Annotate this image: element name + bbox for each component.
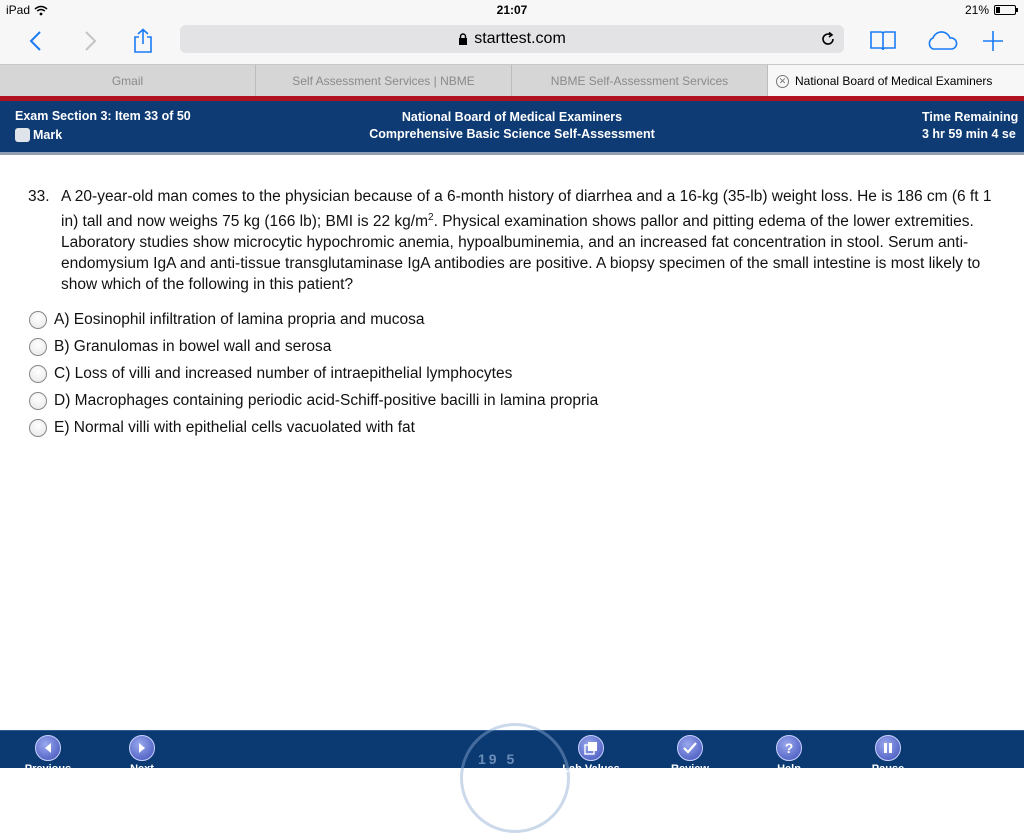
- question-stem: [28, 186, 998, 295]
- test-name: Comprehensive Basic Science Self-Assessment: [369, 127, 655, 141]
- new-tab-icon[interactable]: [978, 26, 1008, 56]
- answer-option-e[interactable]: [29, 414, 929, 441]
- option-label: E) Normal villi with epithelial cells vacuolated with fat: [54, 418, 415, 436]
- tab-gmail[interactable]: Gmail: [0, 65, 256, 97]
- help-label: Help: [777, 763, 801, 775]
- option-label: C) Loss of villi and increased number of intraepithelial lymphocytes: [54, 364, 513, 382]
- next-icon[interactable]: [129, 735, 155, 761]
- address-bar[interactable]: [180, 25, 844, 53]
- icloud-tabs-icon[interactable]: [922, 26, 962, 56]
- active-tab-label: National Board of Medical Examiners: [795, 74, 993, 88]
- radio-button[interactable]: [29, 392, 47, 410]
- forward-icon[interactable]: [76, 26, 106, 56]
- tab-nbme-self-assessment[interactable]: NBME Self-Assessment Services: [512, 65, 768, 97]
- help-icon[interactable]: ?: [776, 735, 802, 761]
- time-remaining: [922, 109, 1018, 143]
- next-button[interactable]: [97, 735, 187, 775]
- time-label: Time Remaining: [922, 110, 1019, 124]
- lock-icon: [458, 33, 468, 45]
- tab-close-icon[interactable]: ✕: [776, 75, 789, 88]
- url-text: starttest.com: [474, 30, 566, 47]
- answer-option-c[interactable]: [29, 360, 929, 387]
- previous-icon[interactable]: [35, 735, 61, 761]
- option-label: A) Eosinophil infiltration of lamina propria and mucosa: [54, 310, 425, 328]
- exam-header: [0, 101, 1024, 152]
- battery-icon: [994, 5, 1016, 15]
- answer-option-d[interactable]: [29, 387, 929, 414]
- exam-header-center: [0, 109, 1024, 143]
- header-divider: [0, 152, 1024, 155]
- exam-section-label: Exam Section 3: Item 33 of 50: [15, 109, 191, 123]
- option-label: B) Granulomas in bowel wall and serosa: [54, 337, 332, 355]
- review-check-icon[interactable]: [677, 735, 703, 761]
- pause-button[interactable]: [843, 735, 933, 775]
- radio-button[interactable]: [29, 365, 47, 383]
- stem-part-2: . Physical examination shows pallor and pitting edema of the lower extremities. Laboratory studies show microcytic hypochromic anemia, hypoalbuminemia, and an increased fat concentration in stool. Serum anti-endomysium IgA and anti-tissue transglutaminase IgA antibodies are positive. A biopsy specimen of the small intestine is most likely to show which of the following in this patient?: [61, 213, 981, 294]
- tab-self-assessment-services[interactable]: Self Assessment Services | NBME: [256, 65, 512, 97]
- lab-values-icon[interactable]: [578, 735, 604, 761]
- stem-part-1: A 20-year-old man comes to the physician because of a 6-month history of diarrhea and a 16-kg (35-lb) weight loss. He is 186 cm (6 ft 1 in) tall and now weighs 75 kg (166 lb); BMI is 22 kg/m: [61, 188, 992, 231]
- help-button[interactable]: [744, 735, 834, 775]
- battery-fill: [996, 7, 1000, 13]
- pause-label: Pause: [871, 763, 905, 775]
- previous-label: Previous: [24, 763, 72, 775]
- pause-icon[interactable]: [875, 735, 901, 761]
- lab-values-label: Lab Values: [562, 763, 620, 775]
- tab-bar: [0, 64, 1024, 96]
- browser-toolbar: [0, 22, 1024, 64]
- status-right: [965, 3, 1016, 17]
- answer-option-a[interactable]: [29, 306, 929, 333]
- radio-button[interactable]: [29, 311, 47, 329]
- reload-icon[interactable]: [818, 29, 838, 49]
- question-text: [61, 186, 998, 295]
- previous-button[interactable]: [3, 735, 93, 775]
- bookmarks-icon[interactable]: [868, 26, 898, 56]
- seal-text: 19 5: [478, 751, 518, 767]
- review-label: Review: [671, 763, 709, 775]
- back-icon[interactable]: [20, 26, 50, 56]
- next-label: Next: [130, 763, 154, 775]
- exam-footer: [0, 730, 1024, 775]
- stem-superscript: 2: [428, 212, 434, 223]
- status-bar: [0, 0, 1024, 22]
- answer-options: [29, 306, 929, 441]
- time-value: 3 hr 59 min 4 se: [922, 127, 1016, 141]
- option-label: D) Macrophages containing periodic acid-Schiff-positive bacilli in lamina propria: [54, 391, 599, 409]
- mark-label: Mark: [33, 128, 63, 142]
- radio-button[interactable]: [29, 338, 47, 356]
- question-number: 33.: [28, 188, 50, 205]
- clock: 21:07: [496, 3, 528, 17]
- radio-button[interactable]: [29, 419, 47, 437]
- share-icon[interactable]: [128, 26, 158, 56]
- device-name: iPad: [6, 3, 31, 17]
- lab-values-button[interactable]: [546, 735, 636, 775]
- org-name: National Board of Medical Examiners: [401, 110, 623, 124]
- answer-option-b[interactable]: [29, 333, 929, 360]
- tab-nbme-active[interactable]: [768, 65, 1024, 97]
- review-button[interactable]: [645, 735, 735, 775]
- battery-percent: 21%: [964, 3, 989, 17]
